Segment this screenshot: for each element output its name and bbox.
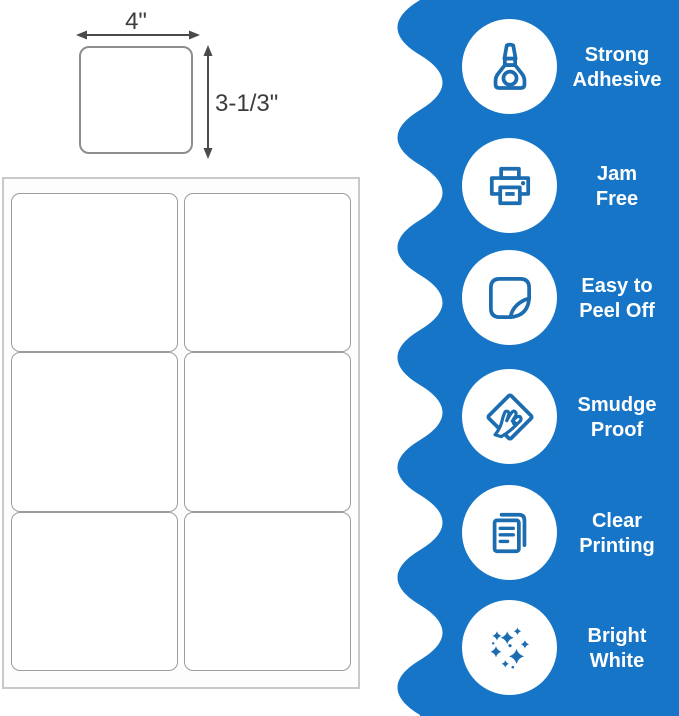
feature-badge [462,250,557,345]
feature-line: Strong [584,44,650,66]
feature-line: Peel Off [579,300,655,322]
feature-label [553,273,679,325]
label-outline [79,46,193,154]
feature-line: Adhesive [572,69,662,91]
vertical-dimension-arrow [202,45,214,159]
peel-sticker-icon [482,270,538,326]
feature-badge [462,138,557,233]
width-dimension-label: 4" [125,8,147,35]
label-cell [184,512,351,671]
feature-label [553,623,679,675]
feature-line: Smudge [577,394,657,416]
printer-icon [482,158,538,214]
horizontal-dimension-arrow [76,29,200,41]
label-grid [11,193,351,671]
feature-line: Bright [587,625,647,647]
label-cell [11,352,178,511]
glue-bottle-icon [482,39,538,95]
feature-line: Printing [579,535,655,557]
feature-line: Clear [591,510,643,532]
feature-badge [462,19,557,114]
label-cell [184,352,351,511]
feature-label [553,42,679,94]
feature-line: Free [595,188,639,210]
feature-line: Easy to [581,275,653,297]
feature-label [553,392,679,444]
feature-line: Jam [596,163,638,185]
feature-badge [462,485,557,580]
feature-line: Proof [590,419,644,441]
sparkles-icon [482,620,538,676]
document-icon [482,505,538,561]
feature-badge [462,369,557,464]
label-cell [11,193,178,352]
feature-label [553,161,679,213]
feature-badge [462,600,557,695]
height-dimension-label: 3-1/3" [215,90,279,117]
smudge-hand-icon [482,389,538,445]
label-sheet [2,177,360,689]
label-cell [11,512,178,671]
feature-label [553,508,679,560]
label-cell [184,193,351,352]
feature-panel [390,0,679,716]
feature-line: White [589,650,645,672]
